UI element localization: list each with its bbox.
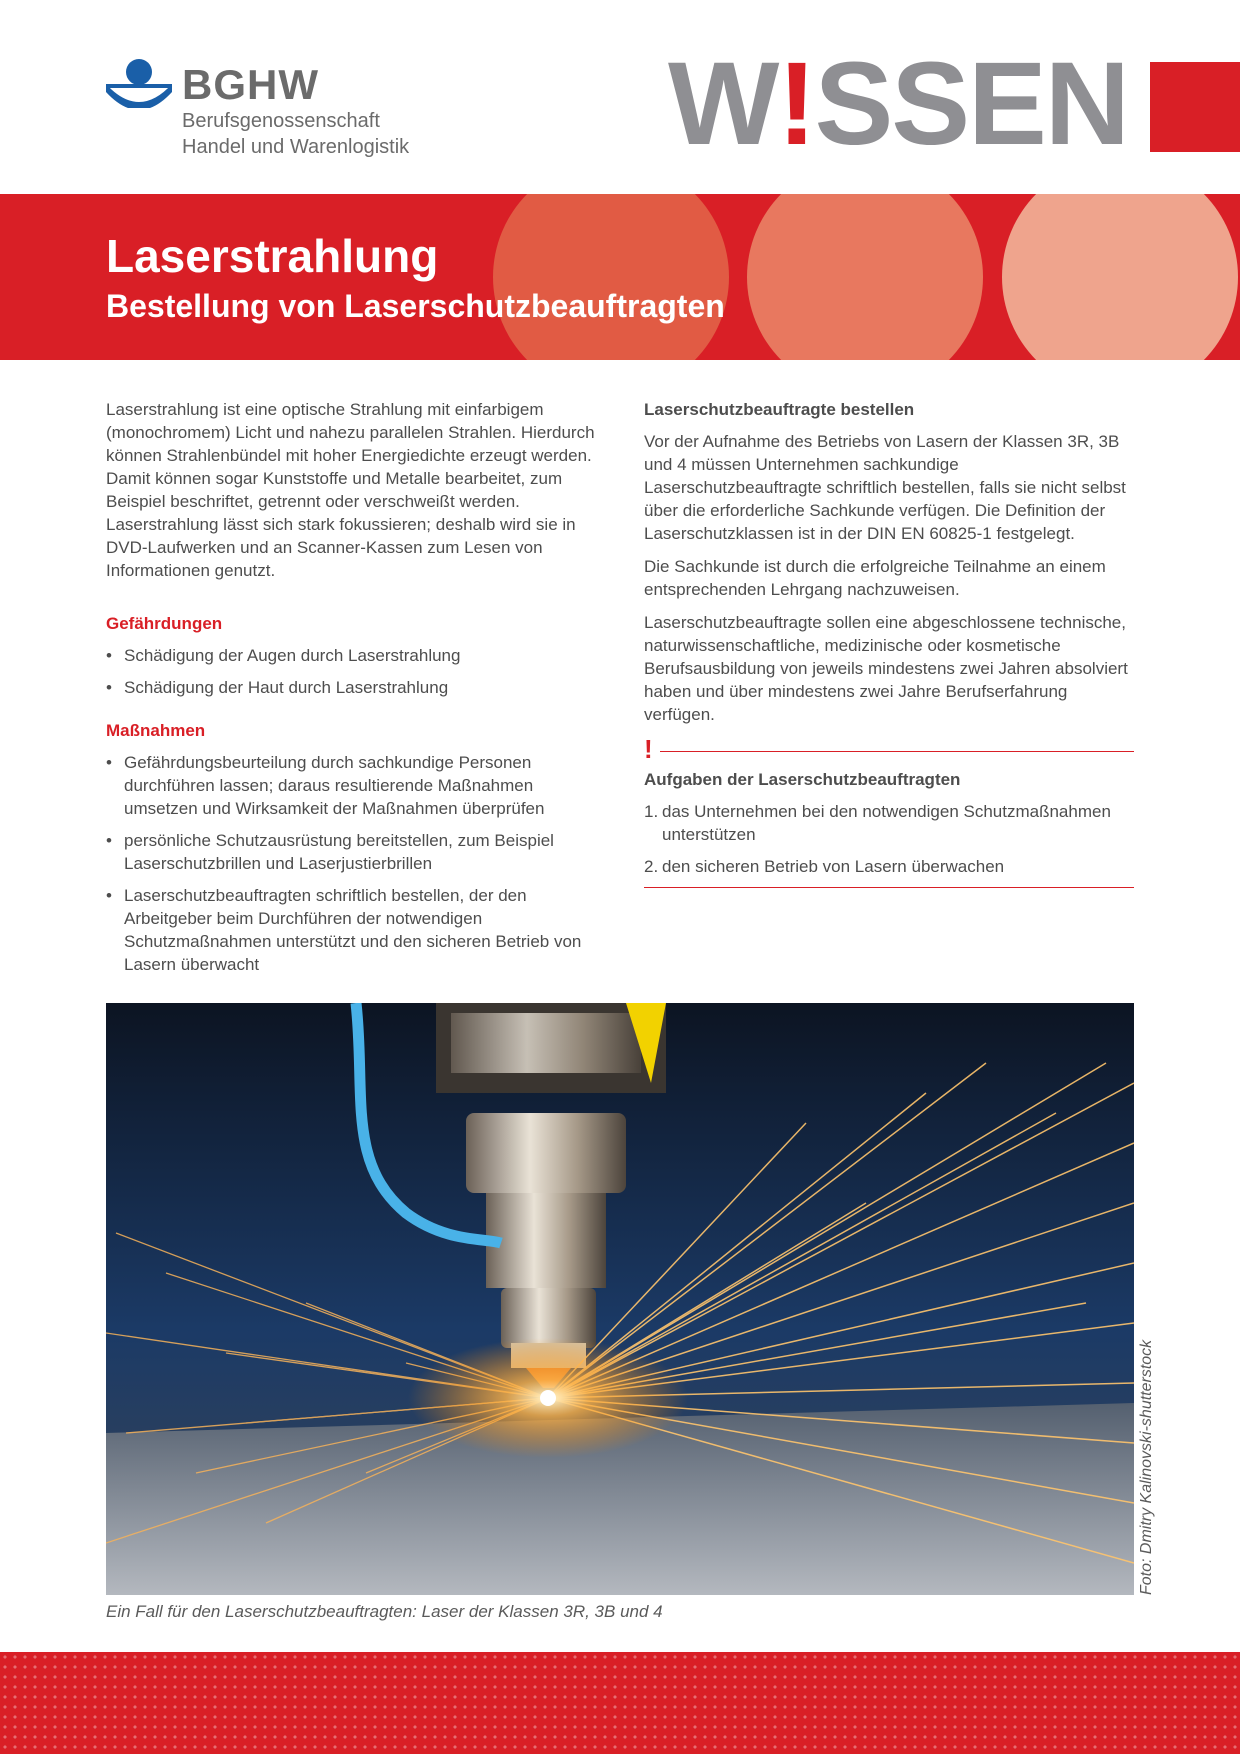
list-item: • Schädigung der Augen durch Laserstrahlung — [106, 644, 606, 667]
list-text: das Unternehmen bei den notwendigen Schutzmaßnahmen unterstützen — [662, 802, 1111, 844]
measures-heading: Maßnahmen — [106, 721, 206, 740]
wissen-red-block — [1150, 62, 1240, 152]
laser-cutting-photo — [106, 1003, 1134, 1595]
footer-dotted-band — [0, 1652, 1240, 1754]
paragraph-1: Vor der Aufnahme des Betriebs von Lasern der Klassen 3R, 3B und 4 müssen Unternehmen sachkundige Laserschutzbeauftragte schriftlich bestellen, falls sie nicht selbst über die erforderliche Sachkunde verfügen. Die Definition der Laserschutzklassen ist in der DIN EN 60825-1 festgelegt. — [644, 432, 1126, 543]
list-item: • Laserschutzbeauftragten schriftlich bestellen, der den Arbeitgeber beim Durchführen der notwendigen Schutzmaßnahmen unterstützt und den sicheren Betrieb von Lasern überwacht — [106, 884, 606, 976]
tasks-heading: Aufgaben der Laserschutzbeauftragten — [644, 770, 961, 789]
paragraph-2: Die Sachkunde ist durch die erfolgreiche Teilnahme an einem entsprechenden Lehrgang nachzuweisen. — [644, 557, 1106, 599]
tasks-callout — [644, 734, 1134, 888]
list-text: den sicheren Betrieb von Lasern überwachen — [662, 857, 1005, 876]
left-column — [106, 398, 606, 985]
wissen-wordmark — [668, 38, 1129, 170]
wissen-prefix: W — [668, 38, 778, 170]
list-item: • persönliche Schutzausrüstung bereitstellen, zum Beispiel Laserschutzbrillen und Laserjustierbrillen — [106, 829, 606, 875]
banner-circle-2 — [747, 194, 983, 360]
exclamation-icon: ! — [644, 734, 653, 764]
right-column — [644, 398, 1134, 888]
list-item: • Schädigung der Haut durch Laserstrahlung — [106, 676, 606, 699]
measures-list — [106, 751, 606, 976]
photo-caption: Ein Fall für den Laserschutzbeauftragten: Laser der Klassen 3R, 3B und 4 — [106, 1602, 663, 1621]
wissen-bang: ! — [777, 38, 815, 170]
photo-credit: Foto: Dmitry Kalinovski-shutterstock — [1138, 1339, 1155, 1595]
hazards-heading: Gefährdungen — [106, 614, 223, 633]
list-number: 2. — [644, 857, 659, 876]
logo-name: BGHW — [182, 61, 319, 108]
logo-subtitle — [182, 108, 409, 160]
hazards-list — [106, 644, 606, 699]
appoint-heading: Laserschutzbeauftragte bestellen — [644, 400, 915, 419]
callout-rule-top — [660, 751, 1134, 752]
page-subtitle: Bestellung von Laserschutzbeauftragten — [106, 288, 725, 324]
list-item: • Gefährdungsbeurteilung durch sachkundige Personen durchführen lassen; daraus resultierende Maßnahmen umsetzen und Wirksamkeit der Maßnahmen überprüfen — [106, 751, 606, 820]
tasks-list — [644, 800, 1134, 878]
logo-line-2: Handel und Warenlogistik — [182, 136, 410, 158]
callout-rule-bottom — [644, 887, 1134, 888]
banner-circle-3 — [1002, 194, 1238, 360]
wissen-suffix: SSEN — [814, 38, 1129, 170]
list-number: 1. — [644, 802, 659, 821]
laser-photo-illustration — [106, 1003, 1134, 1595]
list-item — [644, 855, 1134, 878]
list-item — [644, 800, 1134, 846]
banner-circle-1 — [493, 194, 729, 360]
intro-paragraph: Laserstrahlung ist eine optische Strahlung mit einfarbigem (monochromem) Licht und nahezu parallelen Strahlen. Hierdurch können Strahlenbündel mit hoher Energiedichte erzeugt werden. Damit können sogar Kunststoffe und Metalle bearbeitet, zum Beispiel beschriftet, getrennt oder verschweißt werden. Laserstrahlung lässt sich stark fokussieren; deshalb wird sie in DVD-Laufwerken und an Scanner-Kassen zum Lesen von Informationen genutzt. — [106, 400, 595, 580]
paragraph-3: Laserschutzbeauftragte sollen eine abgeschlossene technische, naturwissenschaftliche, medizinische oder kosmetische Berufsausbildung von jeweils mindestens zwei Jahren absolviert haben und über mindestens zwei Jahre Berufserfahrung verfügen. — [644, 613, 1128, 724]
page-title: Laserstrahlung — [106, 230, 439, 282]
logo-line-1: Berufsgenossenschaft — [182, 110, 380, 132]
bghw-logo-icon — [104, 58, 174, 108]
